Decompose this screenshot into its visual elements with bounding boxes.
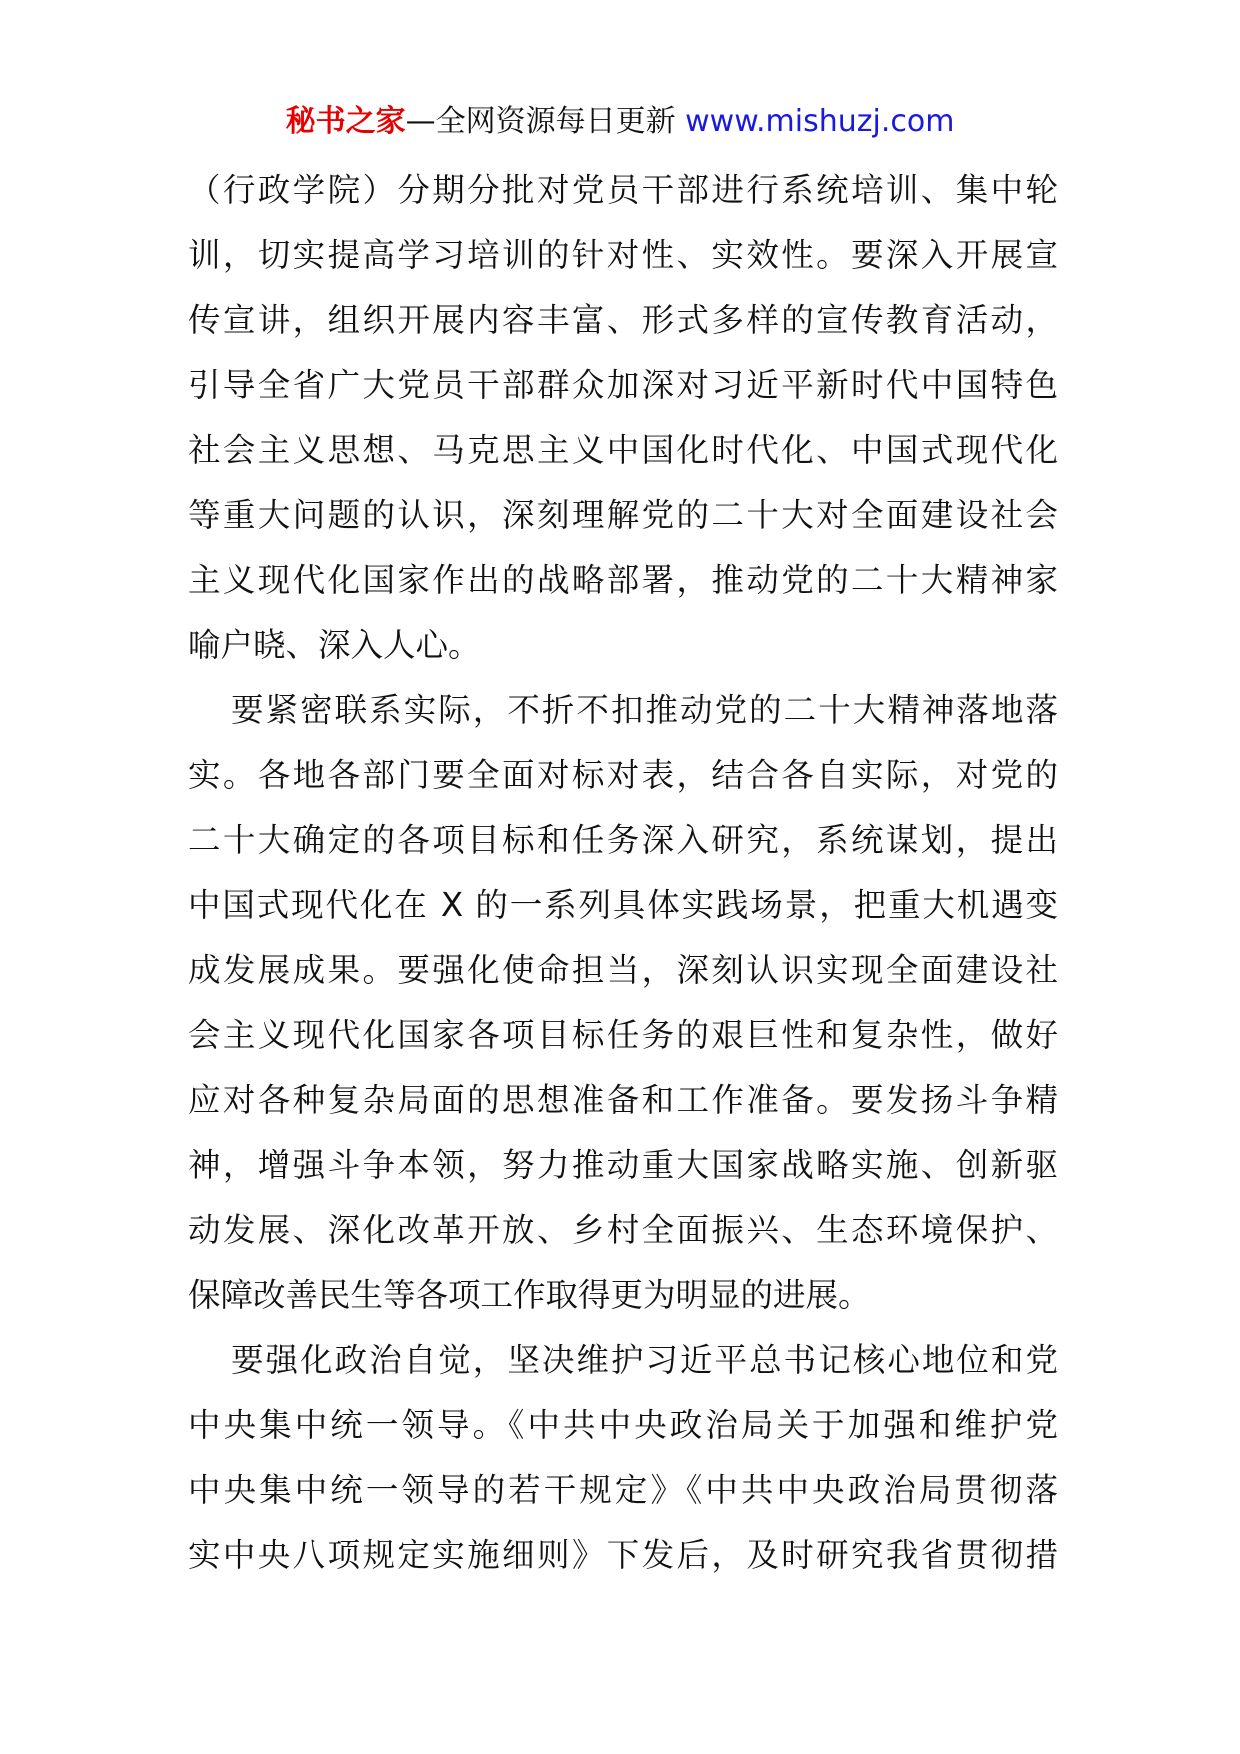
text-line: 会主义现代化国家各项目标任务的艰巨性和复杂性，做好 [188,1016,1058,1054]
text-line: 实。各地各部门要全面对标对表，结合各自实际，对党的 [188,756,1058,794]
document-body [188,158,1058,1588]
text-line: 神，增强斗争本领，努力推动重大国家战略实施、创新驱 [188,1146,1058,1184]
text-line: 主义现代化国家作出的战略部署，推动党的二十大精神家 [188,561,1058,599]
text-line: 训，切实提高学习培训的针对性、实效性。要深入开展宣 [188,236,1058,274]
text-line: 中国式现代化在 X 的一系列具体实践场景，把重大机遇变 [188,886,1058,924]
text-line: 传宣讲，组织开展内容丰富、形式多样的宣传教育活动， [188,301,1058,339]
header-url-link[interactable]: www.mishuzj.com [685,104,955,139]
text-line: 成发展成果。要强化使命担当，深刻认识实现全面建设社 [188,951,1058,989]
paragraph-first-line: 要强化政治自觉，坚决维护习近平总书记核心地位和党 [231,1341,1058,1379]
text-line: 等重大问题的认识，深刻理解党的二十大对全面建设社会 [188,496,1058,534]
text-line: 实中央八项规定实施细则》下发后，及时研究我省贯彻措 [188,1536,1058,1574]
text-line: 中央集中统一领导。《中共中央政治局关于加强和维护党 [188,1406,1058,1444]
text-line: 引导全省广大党员干部群众加深对习近平新时代中国特色 [188,366,1058,404]
text-line: 应对各种复杂局面的思想准备和工作准备。要发扬斗争精 [188,1081,1058,1119]
text-line: 二十大确定的各项目标和任务深入研究，系统谋划，提出 [188,821,1058,859]
text-line: 中央集中统一领导的若干规定》《中共中央政治局贯彻落 [188,1471,1058,1509]
header-brand: 秘书之家 [285,104,406,139]
text-line: （行政学院）分期分批对党员干部进行系统培训、集中轮 [188,171,1058,209]
page-header [0,100,1240,144]
text-line: 社会主义思想、马克思主义中国化时代化、中国式现代化 [188,431,1058,469]
text-line: 动发展、深化改革开放、乡村全面振兴、生态环境保护、 [188,1211,1058,1249]
text-line: 喻户晓、深入人心。 [188,626,481,664]
paragraph-first-line: 要紧密联系实际，不折不扣推动党的二十大精神落地落 [231,691,1058,729]
header-tagline: —全网资源每日更新 [405,104,686,139]
text-line: 保障改善民生等各项工作取得更为明显的进展。 [188,1276,871,1314]
